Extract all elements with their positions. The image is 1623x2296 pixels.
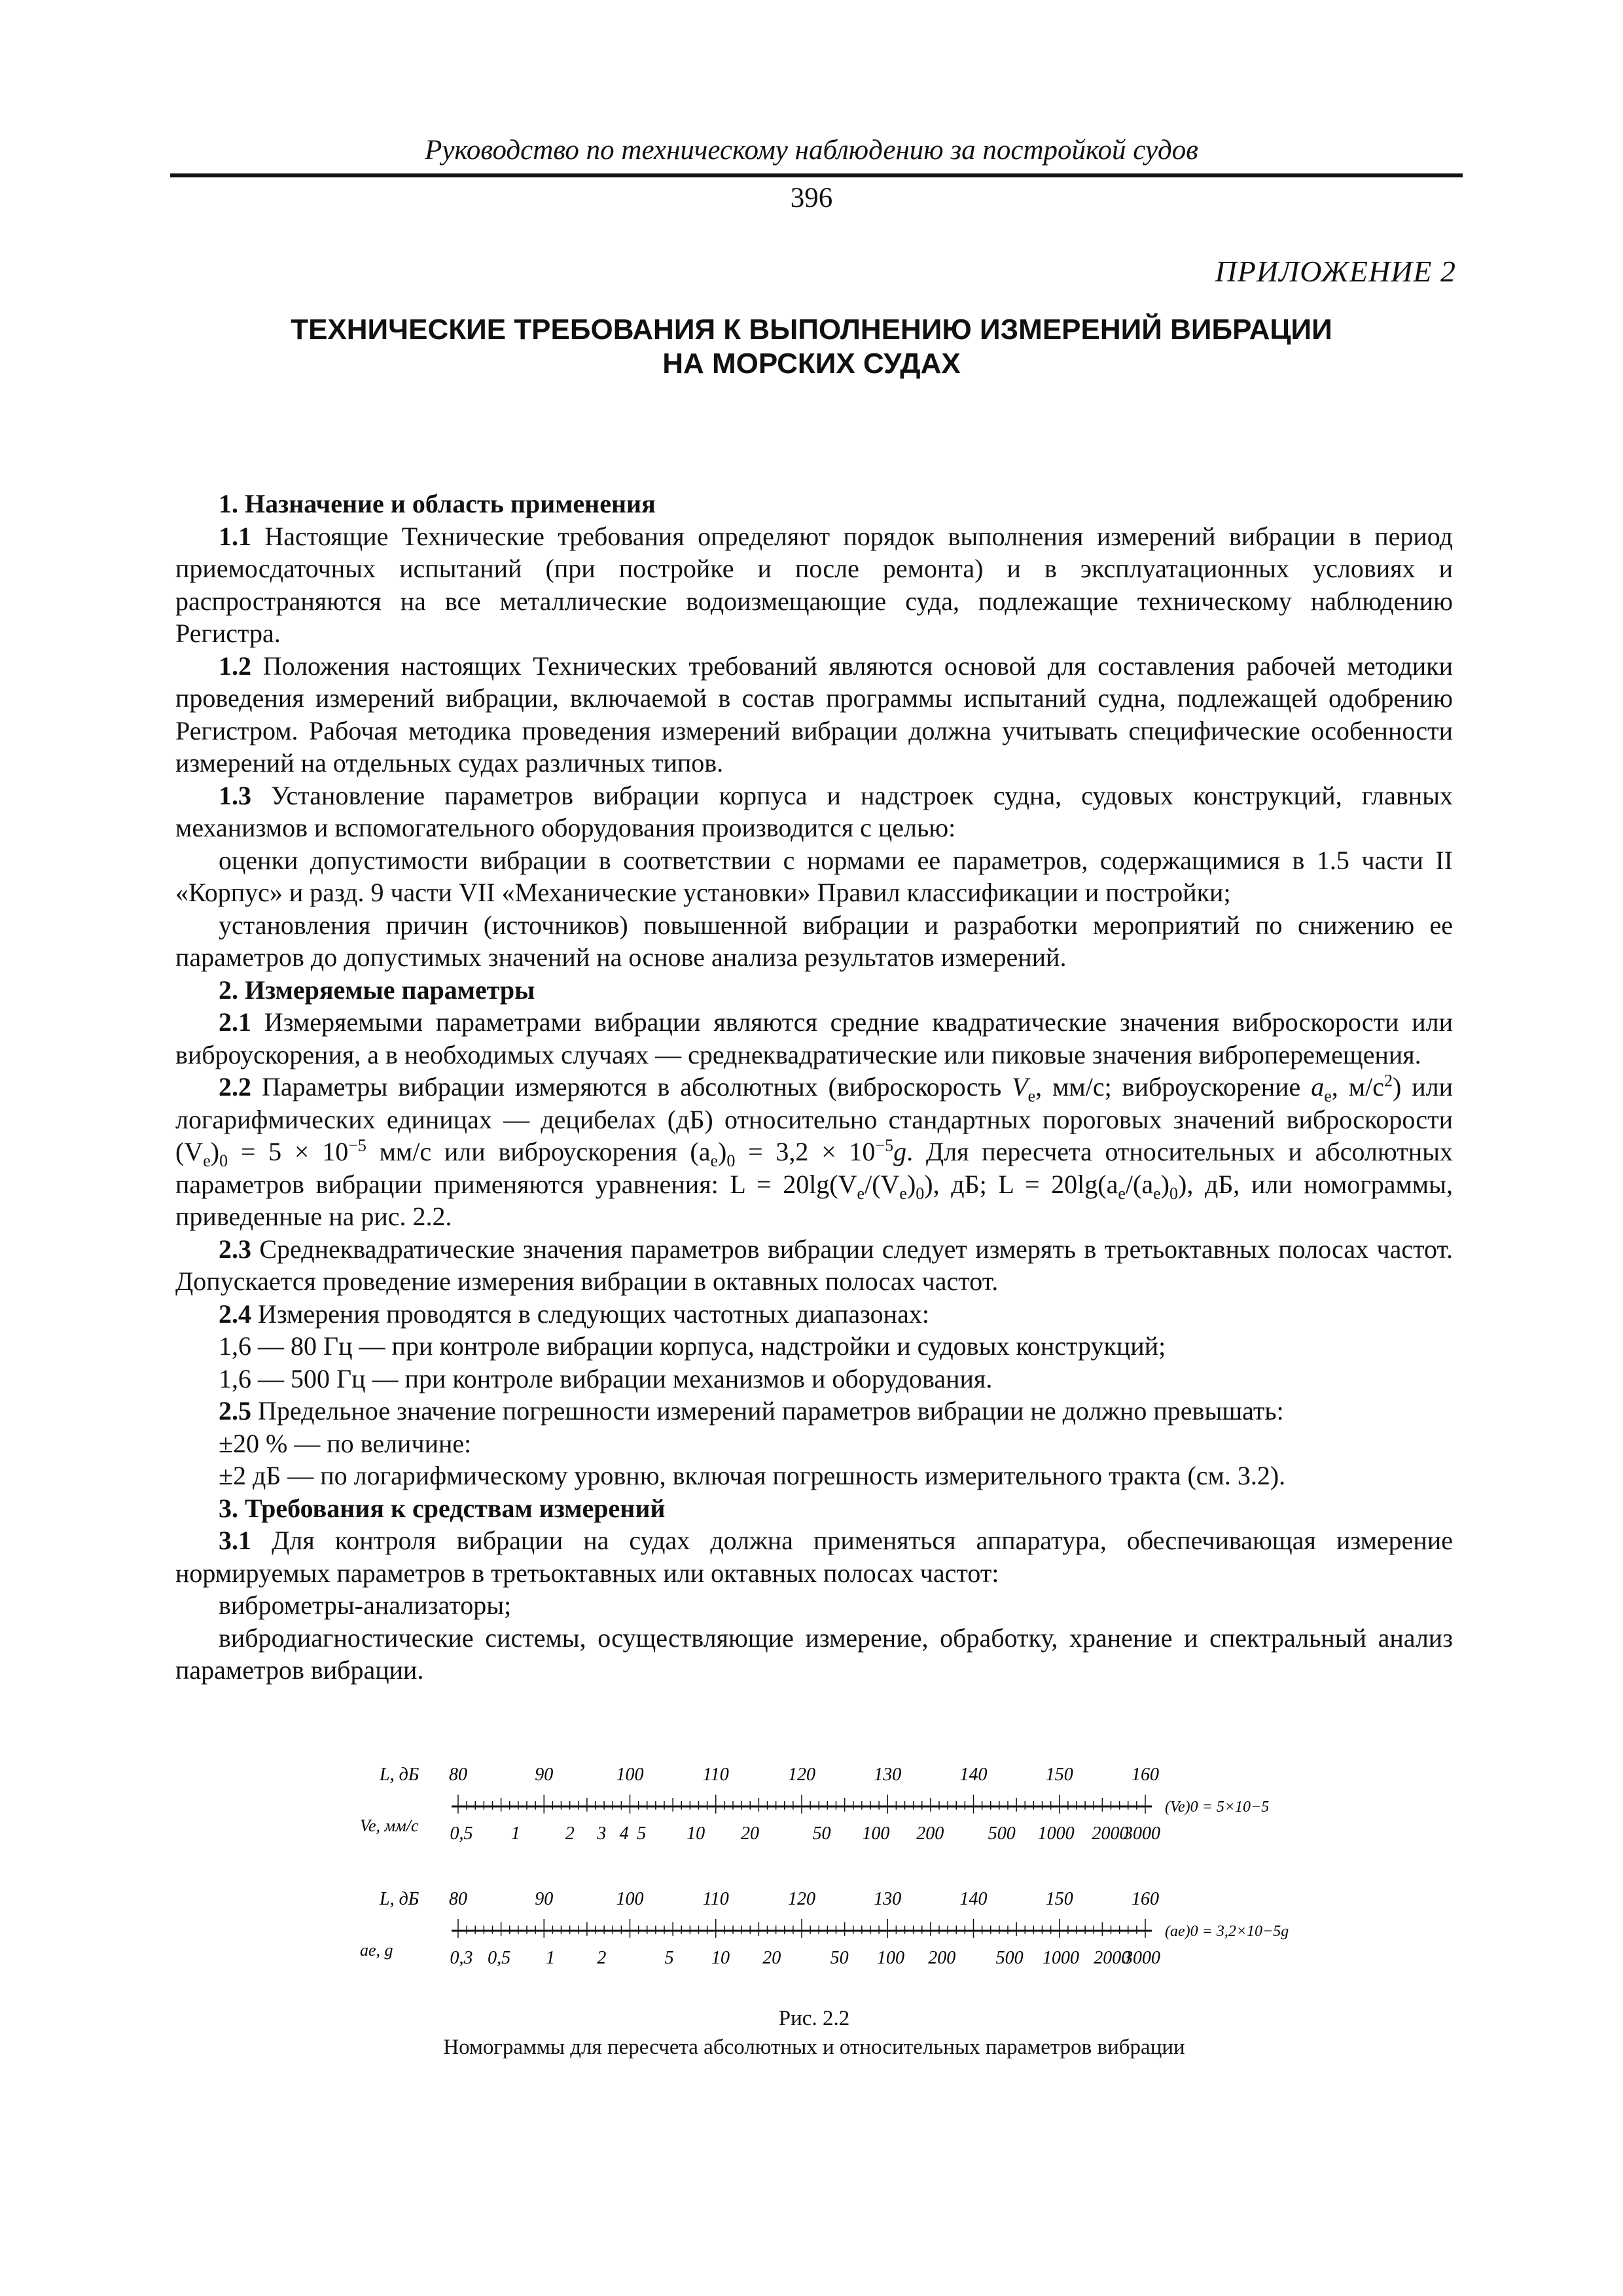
velocity-scale-value-tick-label: 100 [862, 1823, 890, 1844]
paragraph-1-3 [175, 780, 1453, 844]
body-text [175, 488, 1453, 1687]
velocity-scale-value-tick-label: 10 [687, 1823, 705, 1844]
paragraph-2-4 [175, 1298, 1453, 1331]
acceleration-scale-l-tick-label: 110 [702, 1889, 729, 1909]
figure-title: Номограммы для пересчета абсолютных и относительных параметров вибрации [443, 2036, 1185, 2059]
nomogram-figure [353, 1754, 1335, 1977]
acceleration-scale-value-tick-label: 1000 [1042, 1948, 1079, 1968]
clause-number: 3.1 [219, 1526, 251, 1555]
paragraph-2-5b: ±2 дБ — по логарифмическому уровню, включая погрешность измерительного тракта (см. 3.2). [219, 1461, 1286, 1490]
acceleration-scale-value-tick-label: 0,5 [488, 1948, 511, 1968]
acceleration-scale-l-axis-label: L, дБ [380, 1889, 419, 1909]
paragraph-3-1a: виброметры-анализаторы; [219, 1590, 512, 1620]
math-expr: L = 20lg(V [730, 1169, 857, 1199]
velocity-scale-l-tick-label: 140 [959, 1765, 988, 1785]
acceleration-scale-l-tick-label: 90 [535, 1889, 554, 1909]
velocity-scale-l-tick-label: 130 [874, 1765, 902, 1785]
velocity-scale-value-tick-label: 50 [812, 1823, 831, 1844]
figure-number: Рис. 2.2 [778, 2007, 850, 2030]
acceleration-scale-value-axis-label: ae, g [360, 1941, 393, 1960]
acceleration-scale-value-tick-label: 2 [597, 1948, 607, 1968]
text-fragment: = 5 × 10 [228, 1137, 349, 1166]
acceleration-scale-value-tick-label: 0,3 [450, 1948, 473, 1968]
paragraph-2-2 [175, 1071, 1453, 1233]
velocity-scale-l-tick-label: 120 [788, 1765, 815, 1785]
acceleration-scale-value-tick-label: 5 [664, 1948, 674, 1968]
clause-text: Установление параметров вибрации корпуса и надстроек судна, судовых конструкций, главных механизмов и вспомогательного оборудования производится с целью: [175, 780, 1453, 842]
clause-text: Положения настоящих Технических требований являются основой для составления рабочей методики проведения измерений вибрации, включаемой в состав программы испытаний судна, подлежащей одобрению Регистром. Рабочая методика проведения измерений вибрации должна учитывать специфические особенности измерений на отдельных судах различных типов. [175, 651, 1453, 778]
clause-number: 2.1 [219, 1007, 251, 1037]
math-superscript: −5 [348, 1136, 366, 1155]
acceleration-scale-value-tick-label: 1 [545, 1948, 555, 1968]
text-fragment: ) или логарифмических единицах — децибелах (дБ) относительно стандартных пороговых значений виброскорости [175, 1072, 1454, 1134]
text-fragment: Параметры вибрации измеряются в абсолютных (виброскорость [251, 1072, 1012, 1102]
velocity-scale-value-tick-label: 1 [510, 1823, 520, 1844]
clause-text: Настоящие Технические требования определяют порядок выполнения измерений вибрации в период приемосдаточных испытаний (при постройке и после ремонта) и в эксплуатационных условиях и распространяются на все металлические водоизмещающие суда, подлежащие техническому наблюдению Регистра. [175, 521, 1453, 648]
math-expr: ) [210, 1137, 220, 1166]
velocity-scale-value-axis-label: Ve, мм/с [360, 1816, 419, 1835]
header-rule [170, 173, 1463, 177]
paragraph-2-5a: ±20 % — по величине: [219, 1428, 472, 1458]
page-number: 396 [790, 183, 833, 213]
paragraph-3-1b: вибродиагностические системы, осуществляющие измерение, обработку, хранение и спектральный анализ параметров вибрации. [175, 1623, 1453, 1685]
text-fragment: . Для пересчета относительных и абсолютных параметров вибрации применяются уравнения: [175, 1137, 1453, 1199]
clause-number: 1.1 [219, 521, 251, 551]
text-fragment: , дБ, или номограммы, приведенные на рис. 2.2. [175, 1169, 1453, 1231]
velocity-scale-l-tick-label: 160 [1132, 1765, 1159, 1785]
clause-number: 1.2 [219, 651, 251, 681]
acceleration-scale-l-tick-label: 140 [959, 1889, 988, 1909]
acceleration-scale-l-tick-label: 80 [449, 1889, 467, 1909]
velocity-scale-value-tick-label: 2000 [1092, 1823, 1129, 1844]
text-fragment: , м/с [1331, 1072, 1384, 1102]
clause-text: Для контроля вибрации на судах должна применяться аппаратура, обеспечивающая измерение нормируемых параметров в третьоктавных или октавных полосах частот: [175, 1526, 1453, 1588]
acceleration-scale-value-tick-label: 3000 [1124, 1948, 1160, 1968]
math-subscript: 0 [219, 1151, 228, 1170]
paragraph-2-4b: 1,6 — 500 Гц — при контроле вибрации механизмов и оборудования. [219, 1363, 993, 1393]
paragraph-2-1 [175, 1006, 1453, 1071]
math-expr: ) [1177, 1169, 1187, 1199]
paragraph-2-4a: 1,6 — 80 Гц — при контроле вибрации корпуса, надстройки и судовых конструкций; [219, 1331, 1166, 1361]
math-symbol: V [1012, 1072, 1028, 1102]
clause-text: Среднеквадратические значения параметров вибрации следует измерять в третьоктавных полосах частот. Допускается проведение измерения вибрации в октавных полосах частот. [175, 1234, 1453, 1296]
acceleration-scale-value-tick-label: 50 [830, 1948, 849, 1968]
velocity-scale-value-tick-label: 1000 [1037, 1823, 1075, 1844]
acceleration-scale-l-tick-label: 150 [1045, 1889, 1073, 1909]
acceleration-scale-value-tick-label: 500 [995, 1948, 1024, 1968]
math-subscript: 0 [726, 1151, 736, 1170]
running-header: Руководство по техническому наблюдению за постройкой судов [425, 135, 1198, 166]
document-title [196, 313, 1427, 381]
velocity-scale-value-tick-label: 5 [637, 1823, 647, 1844]
paragraph-1-3a: оценки допустимости вибрации в соответствии с нормами ее параметров, содержащимися в 1.5 части II «Корпус» и разд. 9 части VII «Механические установки» Правил классификации и постройки; [175, 845, 1453, 907]
velocity-scale-value-tick-label: 200 [916, 1823, 944, 1844]
math-subscript: e [203, 1151, 211, 1170]
velocity-scale-l-tick-label: 100 [616, 1765, 644, 1785]
math-expr: ) [718, 1137, 727, 1166]
math-symbol: a [1311, 1072, 1325, 1102]
math-expr: ) [906, 1169, 916, 1199]
paragraph-1-2 [175, 650, 1453, 780]
velocity-scale-value-tick-label: 500 [988, 1823, 1016, 1844]
math-subscript: e [710, 1151, 718, 1170]
section-heading-3: 3. Требования к средствам измерений [219, 1493, 666, 1523]
math-expr: ) [924, 1169, 933, 1199]
acceleration-scale-l-tick-label: 130 [874, 1889, 902, 1909]
velocity-scale-value-tick-label: 0,5 [450, 1823, 473, 1844]
clause-text: Предельное значение погрешности измерений параметров вибрации не должно превышать: [251, 1396, 1284, 1426]
section-heading-1: 1. Назначение и область применения [219, 489, 656, 518]
velocity-scale-l-tick-label: 150 [1045, 1765, 1073, 1785]
acceleration-scale-value-tick-label: 10 [711, 1948, 730, 1968]
acceleration-scale-value-tick-label: 2000 [1094, 1948, 1131, 1968]
math-superscript: 2 [1383, 1071, 1393, 1090]
velocity-scale-value-tick-label: 20 [740, 1823, 759, 1844]
velocity-scale-value-tick-label: 3000 [1124, 1823, 1160, 1844]
velocity-scale-l-axis-label: L, дБ [380, 1765, 419, 1785]
acceleration-scale-value-tick-label: 20 [762, 1948, 781, 1968]
title-line-1: ТЕХНИЧЕСКИЕ ТРЕБОВАНИЯ К ВЫПОЛНЕНИЮ ИЗМЕРЕНИЙ ВИБРАЦИИ [291, 314, 1332, 346]
paragraph-2-5 [175, 1395, 1453, 1427]
math-subscript: 0 [916, 1183, 925, 1203]
velocity-scale-value-tick-label: 2 [565, 1823, 575, 1844]
clause-number: 1.3 [219, 780, 251, 810]
math-expr: L = 20lg(a [998, 1169, 1118, 1199]
acceleration-scale-value-tick-label: 100 [876, 1948, 904, 1968]
math-subscript: e [1153, 1183, 1161, 1203]
math-subscript: e [1324, 1086, 1332, 1105]
text-fragment: мм/с или виброускорения [366, 1137, 690, 1166]
math-subscript: e [1118, 1183, 1126, 1203]
paragraph-2-3 [175, 1233, 1453, 1298]
math-symbol: g [893, 1137, 907, 1166]
math-expr: (a [690, 1137, 711, 1166]
velocity-scale-value-tick-label: 4 [619, 1823, 629, 1844]
math-expr: /(V [865, 1169, 900, 1199]
velocity-scale-reference: (Ve)0 = 5×10−5 [1165, 1799, 1270, 1816]
acceleration-scale-l-tick-label: 120 [788, 1889, 815, 1909]
math-subscript: e [899, 1183, 907, 1203]
math-expr: ) [1160, 1169, 1169, 1199]
acceleration-scale-l-tick-label: 100 [616, 1889, 644, 1909]
math-expr: /(a [1125, 1169, 1154, 1199]
clause-number: 2.4 [219, 1299, 251, 1329]
text-fragment: = 3,2 × 10 [735, 1137, 876, 1166]
acceleration-scale-reference: (ae)0 = 3,2×10−5g [1165, 1923, 1289, 1940]
math-subscript: e [1027, 1086, 1036, 1105]
velocity-scale-l-tick-label: 80 [449, 1765, 467, 1785]
figure-caption [175, 2004, 1453, 2062]
title-line-2: НА МОРСКИХ СУДАХ [662, 348, 961, 380]
velocity-scale-value-tick-label: 3 [597, 1823, 607, 1844]
math-superscript: −5 [875, 1136, 894, 1155]
appendix-label: ПРИЛОЖЕНИЕ 2 [1215, 255, 1456, 288]
math-subscript: 0 [1169, 1183, 1178, 1203]
clause-number: 2.3 [219, 1234, 251, 1264]
clause-number: 2.5 [219, 1396, 251, 1426]
paragraph-3-1 [175, 1524, 1453, 1589]
clause-number: 2.2 [219, 1072, 251, 1102]
text-fragment: , дБ; [933, 1169, 999, 1199]
acceleration-scale-value-tick-label: 200 [928, 1948, 956, 1968]
paragraph-1-3b: установления причин (источников) повышенной вибрации и разработки мероприятий по снижению ее параметров до допустимых значений на основе анализа результатов измерений. [175, 910, 1453, 972]
math-subscript: e [857, 1183, 865, 1203]
velocity-scale-l-tick-label: 90 [535, 1765, 554, 1785]
section-heading-2: 2. Измеряемые параметры [219, 975, 535, 1005]
text-fragment: , мм/с; виброускорение [1035, 1072, 1311, 1102]
clause-text: Измерения проводятся в следующих частотных диапазонах: [251, 1299, 929, 1329]
acceleration-scale-l-tick-label: 160 [1132, 1889, 1159, 1909]
velocity-scale-l-tick-label: 110 [702, 1765, 729, 1785]
clause-text: Измеряемыми параметрами вибрации являются средние квадратические значения виброскорости или виброускорения, а в необходимых случаях — среднеквадратические или пиковые значения виброперемещения. [175, 1007, 1453, 1069]
paragraph-1-1 [175, 520, 1453, 650]
math-expr: (V [175, 1137, 204, 1166]
